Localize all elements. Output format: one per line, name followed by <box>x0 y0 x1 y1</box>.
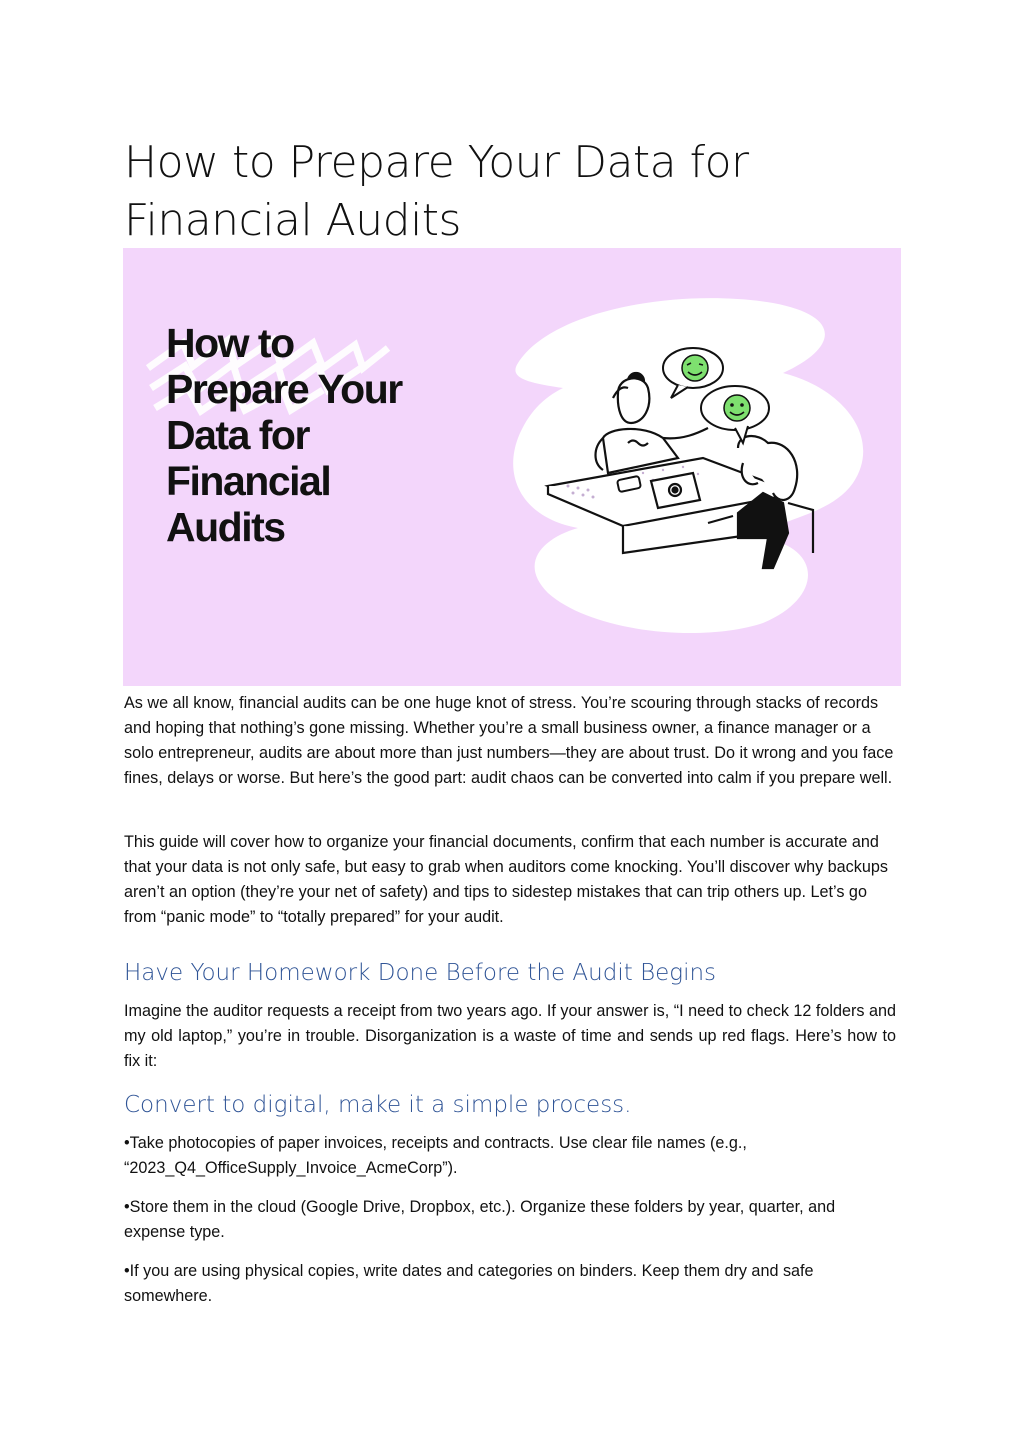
bullet-icon: • <box>124 1262 130 1280</box>
list-item-text: If you are using physical copies, write dates and categories on binders. Keep them dry and safe somewhere. <box>124 1262 814 1305</box>
section-paragraph-homework: Imagine the auditor requests a receipt from two years ago. If your answer is, “I need to check 12 folders and my old laptop,” you’re in trouble. Disorganization is a waste of time and sends up red flags. Here’s how to fix it: <box>124 1002 897 1070</box>
section-heading-homework: Have Your Homework Done Before the Audit Begins <box>124 960 717 986</box>
list-item <box>124 1195 896 1245</box>
hero-line: Financial <box>166 458 331 504</box>
smile-emoji <box>724 395 750 421</box>
list-item-text: Take photocopies of paper invoices, receipts and contracts. Use clear file names (e.g., “2023_Q4_OfficeSupply_Invoice_AcmeCorp”). <box>124 1134 747 1177</box>
list-item <box>124 1259 896 1309</box>
hero-line: How to <box>166 320 294 366</box>
intro-paragraph-1: As we all know, financial audits can be one huge knot of stress. You’re scouring through stacks of records and hoping that nothing’s gone missing. Whether you’re a small business owner, a finance manager or a solo entrepreneur, audits are about more than just numbers—they are about trust. Do it wrong and you face fines, delays or worse. But here’s the good part: audit chaos can be converted into calm if you prepare well. <box>124 694 894 787</box>
hero-line: Audits <box>166 504 285 550</box>
bullet-icon: • <box>124 1198 130 1216</box>
hero-line: Data for <box>166 412 309 458</box>
bullet-icon: • <box>124 1134 130 1152</box>
list-item <box>124 1131 896 1181</box>
page-title: How to Prepare Your Data for Financial Audits <box>124 137 749 246</box>
hero-banner <box>123 248 901 686</box>
intro-paragraph-2: This guide will cover how to organize your financial documents, confirm that each number is accurate and that your data is not only safe, but easy to grab when auditors come knocking. You’ll discover why backups aren’t an option (they’re your net of safety) and tips to sidestep mistakes that can trip others up. Let’s go from “panic mode” to “totally prepared” for your audit. <box>124 833 888 926</box>
hero-title <box>166 320 486 550</box>
list-item-text: Store them in the cloud (Google Drive, Dropbox, etc.). Organize these folders by year, quarter, and expense type. <box>124 1198 836 1241</box>
section-heading-digital: Convert to digital, make it a simple process. <box>124 1092 632 1118</box>
hero-line: Prepare Your <box>166 366 402 412</box>
wink-emoji <box>682 355 708 381</box>
